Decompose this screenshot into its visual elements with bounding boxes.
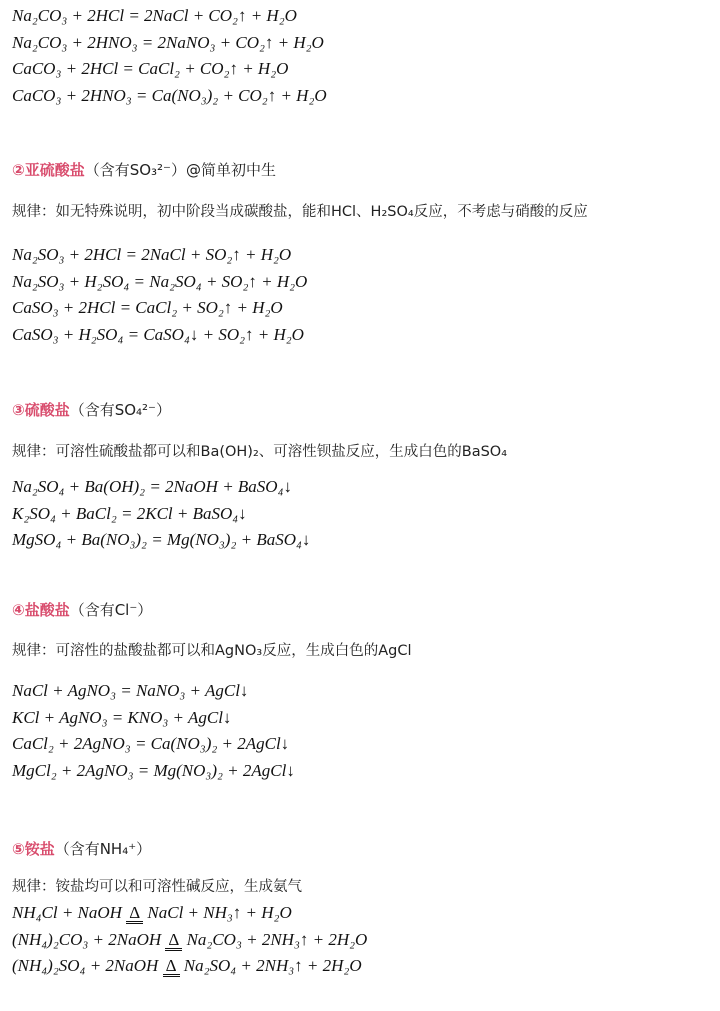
equation-line: NaCl + AgNO₃ = NaNO₃ + AgCl↓ [12, 681, 249, 700]
equation-line: Na₂CO₃ + 2HCl = 2NaCl + CO₂↑ + H₂O [12, 6, 297, 25]
equation-line: MgCl₂ + 2AgNO₃ = Mg(NO₃)₂ + 2AgCl↓ [12, 760, 295, 780]
equation-left: (NH₄)₂SO₄ + 2NaOH [12, 956, 159, 975]
sulfate-equations [12, 474, 712, 554]
equation-line [12, 927, 712, 954]
equation-line: CaSO₃ + 2HCl = CaCl₂ + SO₂↑ + H₂O [12, 298, 283, 317]
equation-line: MgSO₄ + Ba(NO₃)₂ = Mg(NO₃)₂ + BaSO₄↓ [12, 530, 311, 549]
section-heading-sulfate [12, 400, 712, 420]
sulfite-equations [12, 242, 712, 348]
section-title: ⑤铵盐 [12, 840, 55, 858]
equation-right: Na₂SO₄ + 2NH₃↑ + 2H₂O [183, 956, 362, 975]
carbonate-equations [12, 3, 712, 109]
ammonium-equations [12, 900, 712, 980]
section-title: ②亚硫酸盐 [12, 161, 85, 179]
equation-line: KCl + AgNO₃ = KNO₃ + AgCl↓ [12, 707, 232, 727]
section-ion-note: （含有Cl⁻） [69, 601, 153, 619]
equation-right: NaCl + NH₃↑ + H₂O [147, 903, 292, 922]
section-ion-note: （含有NH₄⁺） [54, 840, 152, 858]
section-rule-ammonium: 规律：铵盐均可以和可溶性碱反应，生成氨气 [12, 879, 302, 895]
equation-line: CaCO₃ + 2HCl = CaCl₂ + CO₂↑ + H₂O [12, 59, 289, 78]
section-title: ④盐酸盐 [12, 601, 70, 619]
section-ion-note: （含有SO₄²⁻） [69, 401, 171, 419]
equation-line: Na₂SO₃ + 2HCl = 2NaCl + SO₂↑ + H₂O [12, 245, 292, 264]
equation-left: NH₄Cl + NaOH [12, 903, 122, 922]
section-heading-ammonium [12, 839, 712, 859]
equation-line: CaSO₃ + H₂SO₄ = CaSO₄↓ + SO₂↑ + H₂O [12, 324, 304, 344]
equation-line: CaCO₃ + 2HNO₃ = Ca(NO₃)₂ + CO₂↑ + H₂O [12, 85, 327, 105]
equation-line [12, 953, 712, 980]
section-title: ③硫酸盐 [12, 401, 70, 419]
equation-line: Na₂SO₃ + H₂SO₄ = Na₂SO₄ + SO₂↑ + H₂O [12, 271, 308, 291]
section-rule-sulfate: 规律：可溶性硫酸盐都可以和Ba(OH)₂、可溶性钡盐反应，生成白色的BaSO₄ [12, 444, 508, 460]
heating-condition: Δ [165, 932, 182, 951]
equation-line: Na₂CO₃ + 2HNO₃ = 2NaNO₃ + CO₂↑ + H₂O [12, 32, 324, 52]
equation-left: (NH₄)₂CO₃ + 2NaOH [12, 929, 162, 949]
section-ion-note: （含有SO₃²⁻）@简单初中生 [84, 161, 276, 179]
equation-line: Na₂SO₄ + Ba(OH)₂ = 2NaOH + BaSO₄↓ [12, 477, 292, 496]
heating-condition: Δ [163, 958, 180, 977]
chloride-equations [12, 678, 712, 784]
equation-line [12, 900, 712, 927]
heating-condition: Δ [126, 905, 143, 924]
equation-line: K₂SO₄ + BaCl₂ = 2KCl + BaSO₄↓ [12, 503, 247, 523]
section-heading-sulfite [12, 160, 712, 180]
section-heading-chloride [12, 600, 712, 620]
equation-right: Na₂CO₃ + 2NH₃↑ + 2H₂O [186, 929, 368, 949]
section-rule-sulfite: 规律：如无特殊说明，初中阶段当成碳酸盐，能和HCl、H₂SO₄反应，不考虑与硝酸的反应 [12, 204, 588, 220]
equation-line: CaCl₂ + 2AgNO₃ = Ca(NO₃)₂ + 2AgCl↓ [12, 734, 290, 753]
section-rule-chloride: 规律：可溶性的盐酸盐都可以和AgNO₃反应，生成白色的AgCl [12, 643, 412, 659]
